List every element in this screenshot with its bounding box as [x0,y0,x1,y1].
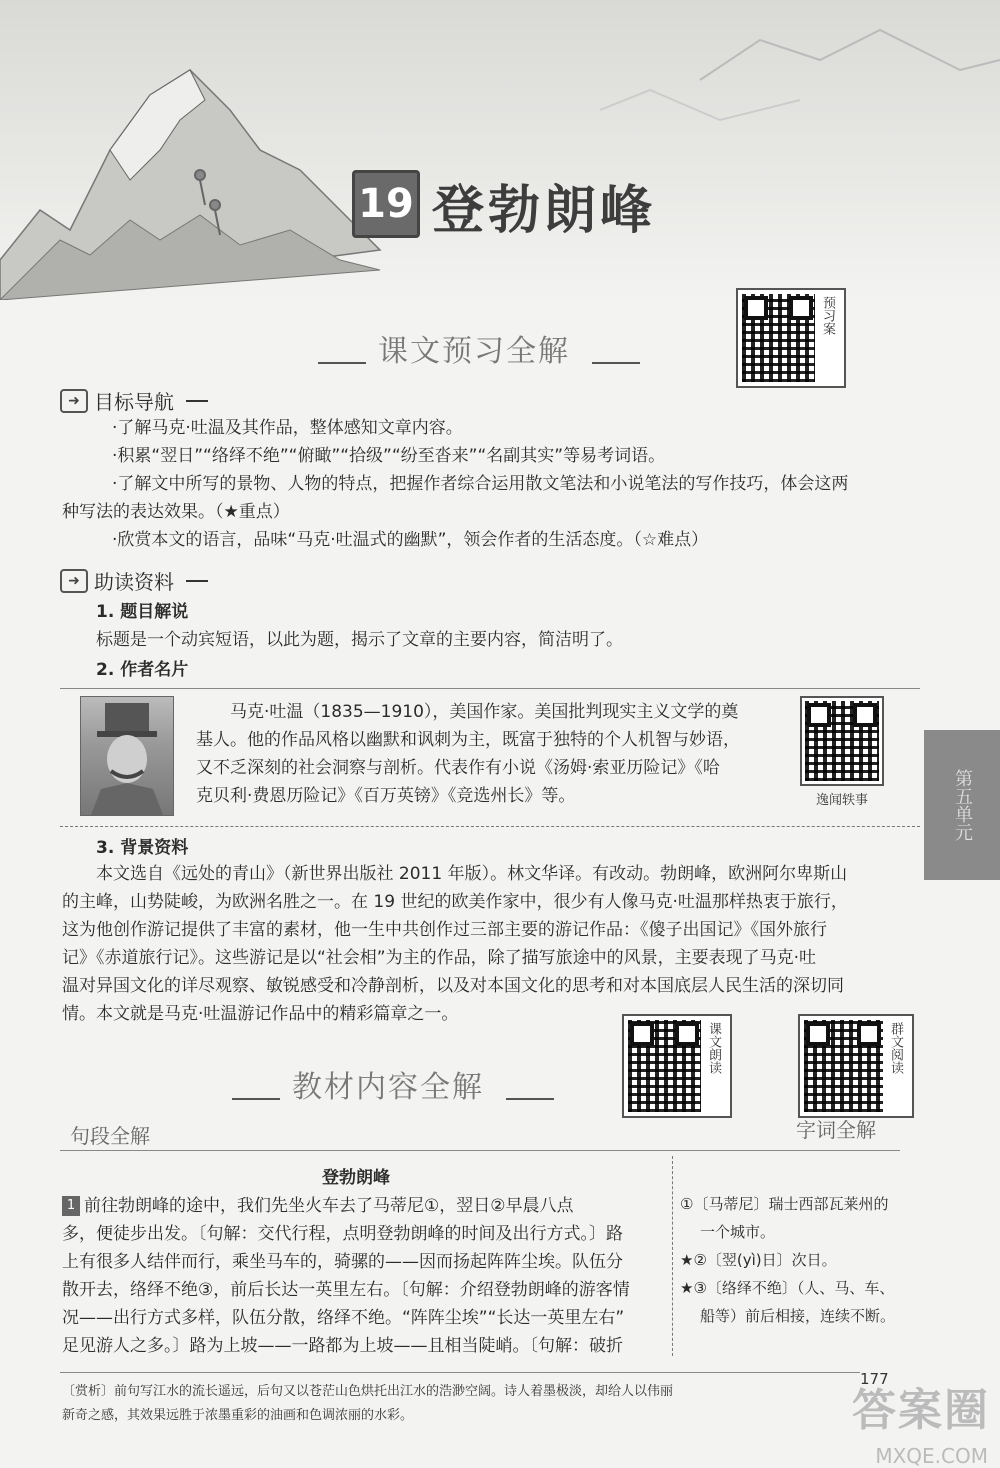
item3-title: 3. 背景资料 [96,838,189,858]
portrait-sketch-icon [81,697,173,815]
background-line: 记》《赤道旅行记》。这些游记是以“社会相”为主的作品，除了描写旅途中的风景，主要表现了马克·吐 [62,948,817,968]
watermark-url: MXQE.COM [875,1444,988,1468]
text-line: 足见游人之多。〕路为上坡——一路都为上坡——且相当陡峭。〔句解：破折 [62,1336,623,1356]
goals-heading-text: 目标导航 [94,390,174,414]
reading-aid-heading-text: 助读资料 [94,570,174,594]
goal-line: ·积累“翌日”“络绎不绝”“俯瞰”“拾级”“纷至沓来”“名副其实”等易考词语。 [112,446,666,466]
qr-code-anecdote[interactable] [800,696,884,808]
author-line: 马克·吐温（1835—1910），美国作家。美国批判现实主义文学的奠 [230,702,739,722]
heading-underline [186,580,208,582]
qr-label-group-reading: 群文阅读 [888,1022,903,1074]
heading-underline [186,400,208,402]
footer-line: 〔赏析〕前句写江水的流长遥远，后句又以苍茫山色烘托出江水的浩渺空阔。诗人着墨极淡，却给人以伟丽 [62,1384,674,1399]
page-number: 177 [860,1370,889,1388]
item1-text: 标题是一个动宾短语，以此为题，揭示了文章的主要内容，简洁明了。 [96,630,623,650]
qr-code-preview[interactable] [736,288,846,388]
item1-title: 1. 题目解说 [96,602,189,622]
column-divider [672,1156,674,1356]
item2-title: 2. 作者名片 [96,660,189,680]
section-title-preview: 课文预习全解 [378,334,570,369]
qr-code-icon [742,294,815,382]
goals-heading [60,386,208,415]
note-line: 一个城市。 [700,1223,776,1241]
background-line: 情。本文就是马克·吐温游记作品中的精彩篇章之一。 [62,1004,459,1024]
unit-side-tab: 第五单元 [924,730,1000,880]
goal-line: ·了解马克·吐温及其作品，整体感知文章内容。 [112,418,463,438]
author-line: 基人。他的作品风格以幽默和讽刺为主，既富于独特的个人机智与妙语， [196,730,740,750]
qr-label-preview: 预习案 [820,296,835,335]
appreciation-note [62,1380,922,1428]
text-body [62,1192,670,1360]
qr-code-icon [805,701,879,781]
note-line: ★③〔络绎不绝〕（人、马、车、 [680,1279,895,1297]
reading-aid-heading [60,566,208,595]
background-line: 这为他创作游记提供了丰富的素材，他一生中共创作过三部主要的游记作品：《傻子出国记》《国外旅行 [62,920,827,940]
column-label-words: 字词全解 [796,1118,876,1142]
column-label-sentences: 句段全解 [70,1124,150,1148]
text-line: 散开去，络绎不绝③，前后长达一英里左右。〔句解：介绍登勃朗峰的游客情 [62,1280,630,1300]
arrow-icon: ➜ [60,389,88,413]
background-line: 本文选自《远处的青山》（新世界出版社 2011 年版）。林文华译。有改动。勃朗峰，欧洲阿尔卑斯山 [96,864,848,884]
text-line: 况——出行方式多样，队伍分散，络绎不绝。“阵阵尘埃”“长达一英里左右” [62,1308,625,1328]
arrow-icon: ➜ [60,569,88,593]
footer-rule [60,1372,860,1373]
qr-code-icon [628,1020,701,1112]
author-portrait [80,696,174,816]
qr-label-anecdote: 逸闻轶事 [815,793,868,808]
qr-label-reading: 课文朗读 [706,1022,721,1074]
author-intro [196,698,796,810]
text-line: 前往勃朗峰的途中，我们先坐火车去了马蒂尼①，翌日②早晨八点 [84,1196,574,1216]
text-line: 多，便徒步出发。〔句解：交代行程，点明登勃朗峰的时间及出行方式。〕路 [62,1224,623,1244]
background-text [62,860,922,1028]
background-line: 温对异国文化的详尽观察、敏锐感受和冷静剖析，以及对本国文化的思考和对本国底层人民生活的深切同 [62,976,844,996]
goal-line: ·了解文中所写的景物、人物的特点，把握作者综合运用散文笔法和小说笔法的写作技巧，体会这两 [112,474,849,494]
word-notes [680,1190,920,1330]
author-card-top [60,688,920,689]
text-line: 上有很多人结伴而行，乘坐马车的，骑骡的——因而扬起阵阵尘埃。队伍分 [62,1252,623,1272]
qr-code-reading[interactable] [622,1014,732,1118]
section-line-left [318,362,366,364]
background-line: 的主峰，山势陡峻，为欧洲名胜之一。在 19 世纪的欧美作家中，很少有人像马克·吐温那样热衷于旅行， [62,892,848,912]
watermark-logo: 答案圈 [852,1385,990,1436]
goals-list [62,414,922,554]
qr-code-icon [804,1020,883,1112]
note-line: 船等）前后相接，连续不断。 [700,1307,896,1325]
mountain-illustration [0,0,1000,300]
footer-line: 新奇之感，其效果远胜于浓墨重彩的油画和色调浓丽的水彩。 [62,1408,414,1423]
section-line-right [506,1098,554,1100]
goal-line: 种写法的表达效果。（★重点） [62,502,290,522]
note-line: ★②〔翌(yì)日〕次日。 [680,1251,837,1269]
author-card-bottom [60,826,920,828]
section-title-content: 教材内容全解 [292,1070,484,1105]
lesson-title: 登勃朗峰 [432,181,657,241]
goal-line: ·欣赏本文的语言，品味“马克·吐温式的幽默”，领会作者的生活态度。（☆难点） [112,530,709,550]
author-line: 又不乏深刻的社会洞察与剖析。代表作有小说《汤姆·索亚历险记》《哈 [196,758,720,778]
columns-top-rule [60,1150,900,1151]
note-line: ①〔马蒂尼〕瑞士西部瓦莱州的 [680,1195,889,1213]
text-title: 登勃朗峰 [322,1168,390,1188]
section-line-left [232,1098,280,1100]
section-line-right [592,362,640,364]
paragraph-number-badge: 1 [62,1196,80,1216]
qr-code-group-reading[interactable] [798,1014,914,1118]
lesson-number-badge: 19 [352,170,420,238]
author-line: 克贝利·费恩历险记》《百万英镑》《竞选州长》等。 [196,786,576,806]
